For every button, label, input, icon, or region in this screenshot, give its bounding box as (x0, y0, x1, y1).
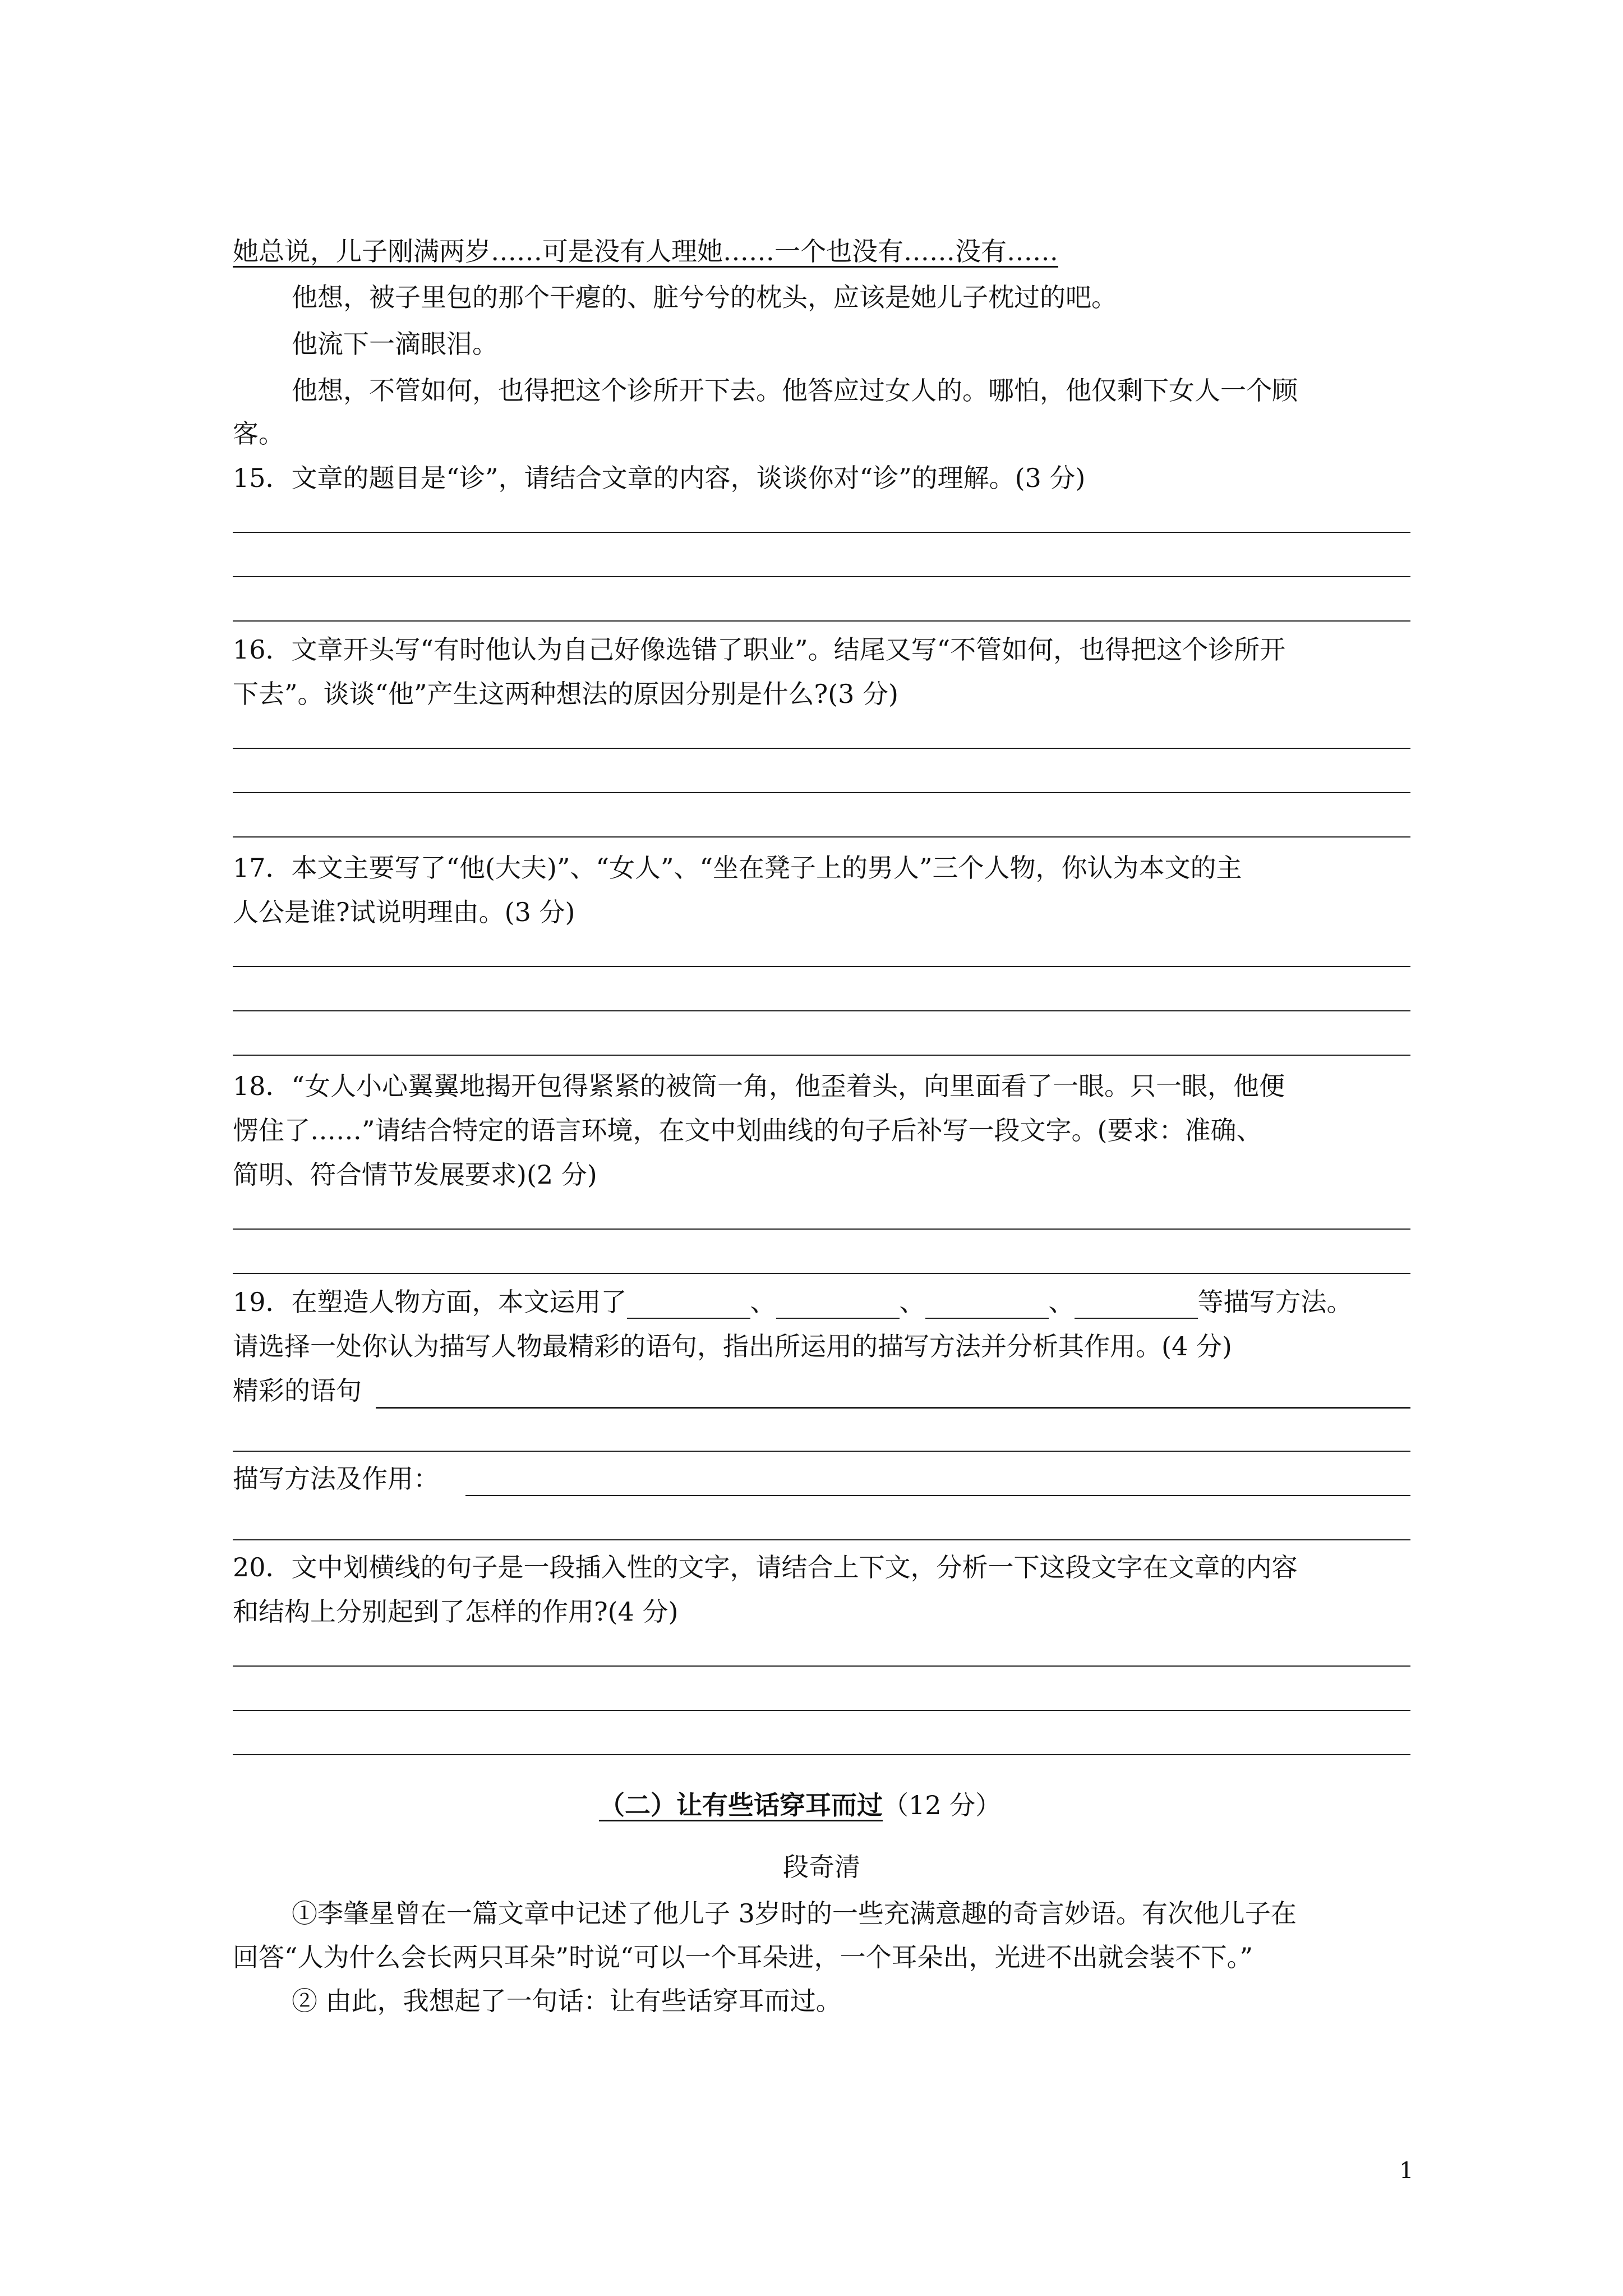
answer-line[interactable] (233, 792, 1410, 793)
question-16: 16．文章开头写“有时他认为自己好像选错了职业”。结尾又写“不管如何，也得把这个诊所开 (233, 634, 1286, 665)
section-title (599, 1788, 1001, 1822)
answer-line[interactable] (233, 532, 1410, 533)
question-15: 15．文章的题目是“诊”，请结合文章的内容，谈谈你对“诊”的理解。(3 分) (233, 463, 1086, 493)
story-paragraph: 他流下一滴眼泪。 (292, 329, 498, 359)
q19-sep: 、 (1048, 1287, 1075, 1317)
article-paragraph: ② 由此，我想起了一句话：让有些话穿耳而过。 (292, 1986, 842, 2016)
label-method-effect: 描写方法及作用： (233, 1464, 439, 1494)
answer-line[interactable] (233, 1228, 1410, 1230)
question-17: 17．本文主要写了“他(大夫)”、“女人”、“坐在凳子上的男人”三个人物，你认为本文的主 (233, 853, 1242, 883)
question-20: 20．文中划横线的句子是一段插入性的文字，请结合上下文，分析一下这段文字在文章的内容 (233, 1552, 1298, 1582)
answer-line[interactable] (233, 966, 1410, 967)
q19-suffix: 等描写方法。 (1197, 1287, 1353, 1317)
fill-blank-2[interactable] (776, 1291, 900, 1319)
question-18-cont: 简明、符合情节发展要求)(2 分) (233, 1159, 597, 1190)
page-number: 1 (1399, 2158, 1414, 2184)
section-title-text: （二）让有些话穿耳而过 (599, 1790, 883, 1820)
question-19-cont: 请选择一处你认为描写人物最精彩的语句，指出所运用的描写方法并分析其作用。(4 分) (233, 1331, 1232, 1361)
section-score: （12 分） (883, 1790, 1002, 1820)
answer-line[interactable] (233, 1273, 1410, 1274)
question-18: 18．“女人小心翼翼地揭开包得紧紧的被筒一角，他歪着头，向里面看了一眼。只一眼，他便 (233, 1071, 1285, 1101)
q19-prefix: 19．在塑造人物方面，本文运用了 (233, 1287, 627, 1317)
answer-line[interactable] (233, 1451, 1410, 1452)
answer-line[interactable] (233, 748, 1410, 749)
fill-blank-3[interactable] (925, 1291, 1049, 1319)
question-17-cont: 人公是谁?试说明理由。(3 分) (233, 897, 575, 927)
answer-line[interactable] (233, 1010, 1410, 1011)
question-18-cont: 愣住了……”请结合特定的语言环境，在文中划曲线的句子后补写一段文字。(要求：准确、 (233, 1115, 1262, 1145)
fill-blank-4[interactable] (1075, 1291, 1198, 1319)
answer-line[interactable] (233, 1055, 1410, 1056)
answer-line[interactable] (233, 576, 1410, 577)
question-20-cont: 和结构上分别起到了怎样的作用?(4 分) (233, 1596, 679, 1627)
fill-blank-1[interactable] (627, 1291, 750, 1319)
article-author: 段奇清 (783, 1852, 860, 1882)
question-19 (233, 1285, 1353, 1319)
q19-sep: 、 (750, 1287, 776, 1317)
answer-line-method-effect[interactable] (465, 1495, 1410, 1496)
article-paragraph-cont: 回答“人为什么会长两只耳朵”时说“可以一个耳朵进，一个耳朵出，光进不出就会装不下。” (233, 1942, 1253, 1972)
answer-line[interactable] (233, 1665, 1410, 1667)
story-paragraph: 他想，被子里包的那个干瘪的、脏兮兮的枕头，应该是她儿子枕过的吧。 (292, 282, 1117, 312)
answer-line-excellent-sentence[interactable] (376, 1407, 1410, 1409)
story-paragraph-cont: 客。 (233, 418, 284, 449)
answer-line[interactable] (233, 1710, 1410, 1711)
story-paragraph: 他想，不管如何，也得把这个诊所开下去。他答应过女人的。哪怕，他仅剩下女人一个顾 (292, 375, 1298, 406)
answer-line[interactable] (233, 836, 1410, 838)
article-paragraph: ①李肇星曾在一篇文章中记述了他儿子 3岁时的一些充满意趣的奇言妙语。有次他儿子在 (292, 1898, 1297, 1929)
q19-sep: 、 (899, 1287, 925, 1317)
answer-line[interactable] (233, 1539, 1410, 1540)
question-16-cont: 下去”。谈谈“他”产生这两种想法的原因分别是什么?(3 分) (233, 679, 898, 709)
answer-line[interactable] (233, 620, 1410, 622)
answer-line[interactable] (233, 1754, 1410, 1755)
label-excellent-sentence: 精彩的语句 (233, 1375, 362, 1406)
underlined-insert-sentence: 她总说，儿子刚满两岁……可是没有人理她……一个也没有……没有…… (233, 236, 1058, 266)
